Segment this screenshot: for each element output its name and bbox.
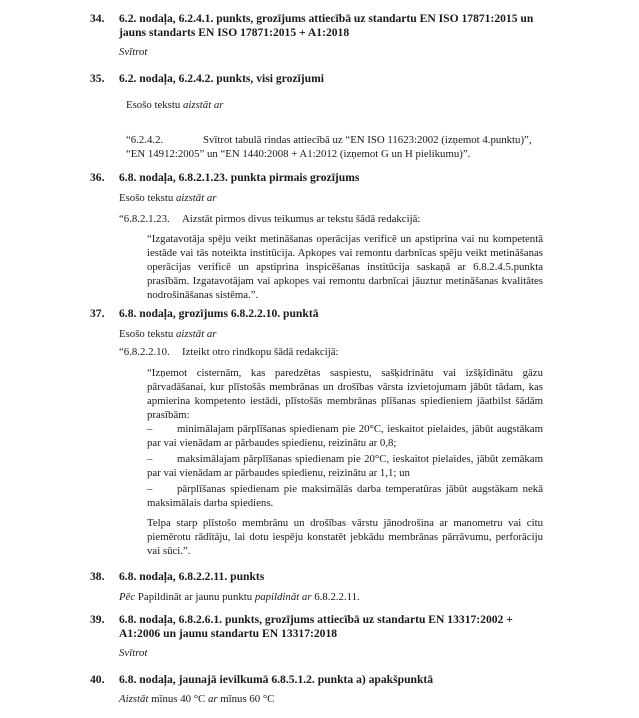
replace-plain-2: mīnus 60 °C	[220, 693, 275, 705]
intro-italic: aizstāt ar	[176, 192, 217, 204]
item-heading: 6.8. nodaļa, 6.8.2.2.11. punkts	[119, 570, 265, 583]
quoted-paragraph: “Izgatavotāja spēju veikt metināšanas operācijas verificē un apstiprina vai nu kompetentā iestāde vai tās noteikta institūcija. Apkopes vai remontu darbnīcas spēju veikt metināšanas operācijas verificē un apstiprina inspicēšanas institūcija saskaņā ar 6.8.2.4.5.punkta prasībām. Izgatavotājam vai apkopes vai remontu darbnīcai jāuztur metināšanas kvalitātes nodrošināšanas sistēma.”.	[147, 233, 543, 301]
instruction-text: Svītrot	[119, 647, 148, 659]
quoted-paragraph-1: “Izņemot cisternām, kas paredzētas saspiestu, sašķidrinātu vai izšķīdinātu gāzu pārvadāšanai, kur plīstošās membrānas un drošības vārsta izvietojumam jābūt tādam, kas apmierina kompetento iestādi, plīstošās membrānas plīšanas spiedieniem jāatbilst šādām prasībām:	[147, 367, 543, 421]
ref-text: Aizstāt pirmos divus teikumus ar tekstu šādā redakcijā:	[182, 213, 421, 225]
intro-line	[119, 327, 217, 341]
after-italic-2: papildināt ar	[254, 591, 312, 603]
intro-italic: aizstāt ar	[183, 99, 224, 111]
quoted-paragraph-2: Telpa starp plīstošo membrānu un drošības vārstu jānodrošina ar manometru vai citu piemērotu rādītāju, lai dotu iespēju konstatēt jebkādu membrānas pārrāvumu, perforāciju vai sūci.”.	[147, 517, 543, 557]
item-heading: 6.8. nodaļa, grozījums 6.8.2.2.10. punktā	[119, 307, 319, 320]
item-number: 34.	[90, 12, 105, 25]
item-number: 36.	[90, 171, 105, 184]
intro-plain: Esošo tekstu	[119, 192, 174, 204]
item-heading: 6.8. nodaļa, 6.8.2.6.1. punkts, grozījums attiecībā uz standartu EN 13317:2002 + A1:2006 un jaunu standartu EN 13317:2018	[119, 613, 513, 640]
quote-line-2: “EN 14912:2005” un “EN 1440:2008 + A1:2012 (izņemot G un H pielikumu)”.	[126, 148, 471, 160]
bullet-item: minimālajam pārplīšanas spiedienam pie 20°C, ieskaitot pielaides, jābūt augstākam par vai vienādam ar pārbaudes spiedienu, reizinātu ar 0,8;	[147, 423, 543, 449]
dash-marker: –	[147, 453, 153, 465]
intro-line	[126, 98, 224, 112]
instruction-text: Svītrot	[119, 46, 148, 58]
item-number: 38.	[90, 570, 105, 583]
dash-marker: –	[147, 423, 153, 435]
ref-text: Izteikt otro rindkopu šādā redakcijā:	[182, 346, 339, 358]
after-italic: Pēc	[119, 591, 136, 603]
item-number: 39.	[90, 613, 105, 626]
ref-number: “6.8.2.1.23.	[119, 213, 170, 225]
replace-italic-1: Aizstāt	[119, 693, 149, 705]
intro-plain: Esošo tekstu	[126, 99, 181, 111]
after-plain: Papildināt ar jaunu punktu	[137, 591, 253, 603]
replace-plain-1: mīnus 40 °C	[151, 693, 206, 705]
item-number: 35.	[90, 72, 105, 85]
item-heading: 6.8. nodaļa, jaunajā ievilkumā 6.8.5.1.2. punkta a) apakšpunktā	[119, 673, 434, 686]
after-ref: 6.8.2.2.11.	[314, 591, 360, 603]
after-line	[119, 590, 360, 604]
intro-line	[119, 191, 217, 205]
replace-line	[119, 692, 274, 706]
dash-marker: –	[147, 483, 153, 495]
item-heading: 6.2. nodaļa, 6.2.4.1. punkts, grozījums attiecībā uz standartu EN ISO 17871:2015 un jauns standarts EN ISO 17871:2015 + A1:2018	[119, 12, 534, 39]
item-heading: 6.8. nodaļa, 6.8.2.1.23. punkta pirmais grozījums	[119, 171, 360, 184]
quote-line-1: Svītrot tabulā rindas attiecībā uz “EN ISO 11623:2002 (izņemot 4.punktu)”,	[203, 134, 532, 146]
item-heading: 6.2. nodaļa, 6.2.4.2. punkts, visi grozījumi	[119, 72, 324, 85]
item-number: 40.	[90, 673, 105, 686]
bullet-item: maksimālajam pārplīšanas spiedienam pie 20°C, ieskaitot pielaides, jābūt zemākam par vai vienādam ar pārbaudes spiedienu, reizinātu ar 1,1; un	[147, 453, 543, 479]
ref-number: “6.8.2.2.10.	[119, 346, 170, 358]
item-number: 37.	[90, 307, 105, 320]
bullet-item: pārplīšanas spiedienam pie maksimālās darba temperatūras jābūt augstākam nekā maksimālais darba spiediens.	[147, 483, 543, 509]
quote-ref: “6.2.4.2.	[126, 134, 164, 146]
replace-italic-2: ar	[207, 693, 218, 705]
intro-plain: Esošo tekstu	[119, 328, 174, 340]
intro-italic: aizstāt ar	[176, 328, 217, 340]
